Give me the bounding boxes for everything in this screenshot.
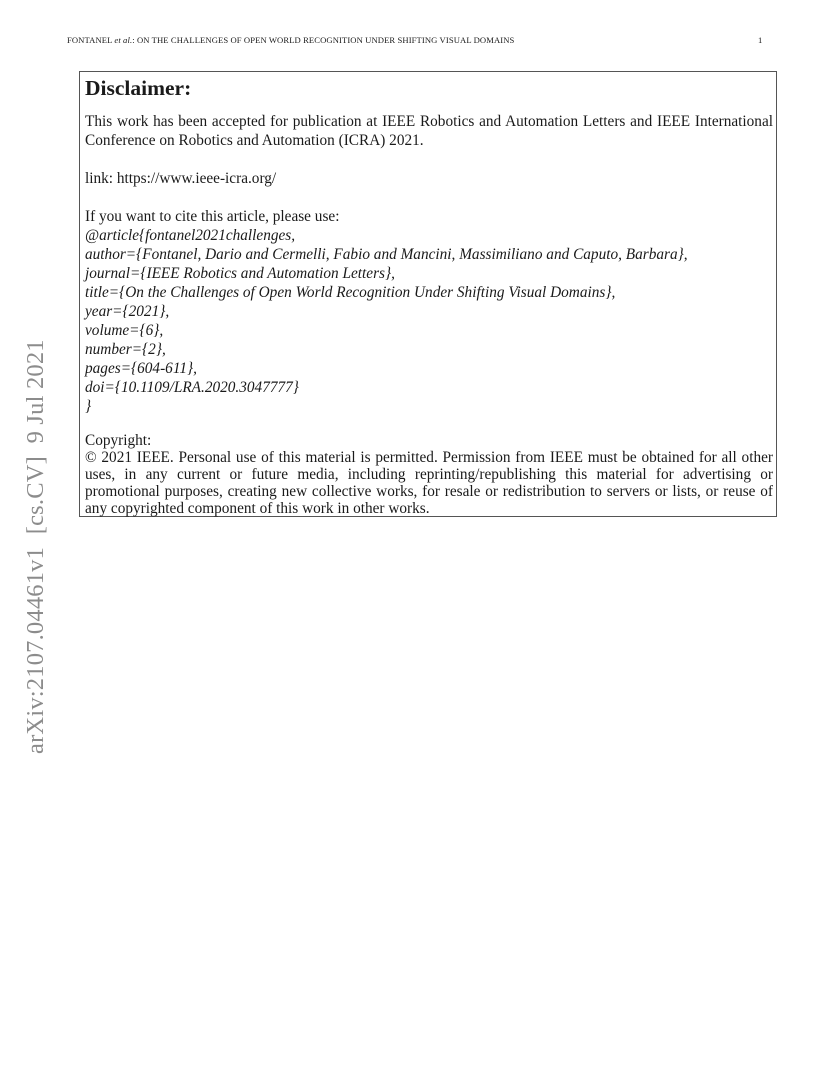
bibtex-line: author={Fontanel, Dario and Cermelli, Fabio and Mancini, Massimiliano and Caputo, Barbara},	[85, 246, 688, 263]
bibtex-line: title={On the Challenges of Open World Recognition Under Shifting Visual Domains},	[85, 284, 616, 301]
copyright-heading: Copyright:	[85, 432, 152, 449]
page-number: 1	[758, 35, 763, 45]
bibtex-line: }	[85, 398, 92, 415]
arxiv-side-stamp	[22, 339, 50, 754]
bibtex-line: journal={IEEE Robotics and Automation Letters},	[85, 265, 395, 282]
disclaimer-title: Disclaimer:	[85, 76, 192, 100]
bibtex-entry	[85, 226, 773, 416]
copyright-text: © 2021 IEEE. Personal use of this material is permitted. Permission from IEEE must be obtained for all other uses, in any current or future media, including reprinting/republishing this material for advertising or promotional purposes, creating new collective works, for resale or redistribution to servers or lists, or reuse of any copyrighted component of this work in other works.	[85, 449, 773, 517]
bibtex-line: pages={604-611},	[85, 360, 197, 377]
cite-intro: If you want to cite this article, please use:	[85, 208, 340, 225]
bibtex-line: year={2021},	[85, 303, 170, 320]
arxiv-stamp-text: arXiv:2107.04461v1 [cs.CV] 9 Jul 2021	[22, 339, 49, 754]
header-authors: FONTANEL	[67, 35, 113, 45]
bibtex-line: number={2},	[85, 341, 166, 358]
conference-link[interactable]: link: https://www.ieee-icra.org/	[85, 170, 277, 187]
header-et-al: et al.	[114, 35, 133, 45]
acceptance-paragraph: This work has been accepted for publication at IEEE Robotics and Automation Letters and IEEE International Conference on Robotics and Automation (ICRA) 2021.	[85, 113, 773, 149]
bibtex-line: doi={10.1109/LRA.2020.3047777}	[85, 379, 299, 396]
running-header	[67, 35, 767, 45]
disclaimer-box	[79, 71, 777, 517]
header-title: : ON THE CHALLENGES OF OPEN WORLD RECOGNITION UNDER SHIFTING VISUAL DOMAINS	[132, 35, 515, 45]
bibtex-line: @article{fontanel2021challenges,	[85, 227, 296, 244]
bibtex-line: volume={6},	[85, 322, 164, 339]
